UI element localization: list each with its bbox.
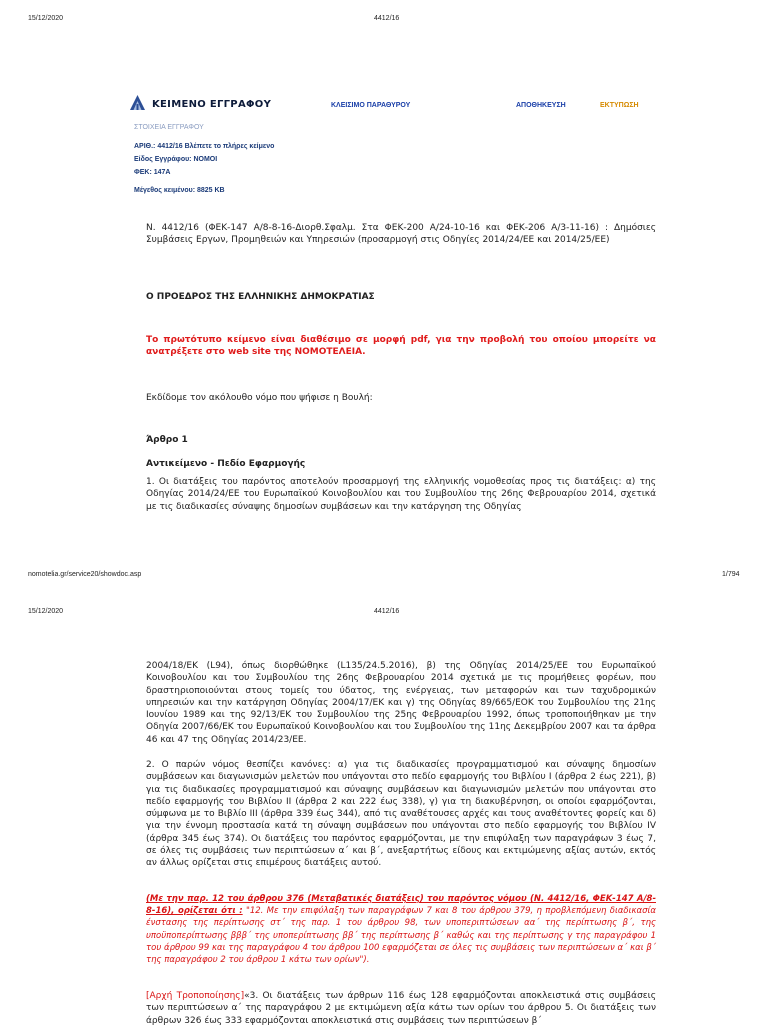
paragraph-1-continued: 2004/18/ΕΚ (L94), όπως διορθώθηκε (L135/24.5.2016), β) της Οδηγίας 2014/25/ΕΕ του Ευρωπαϊκού Κοινοβουλίου και του Συμβουλίου της 26ης Φεβρουαρίου 2014 σχετικά με τις προμήθειες φορέων, που δραστηριοποιούνται στους τομείς του ύδατος, της ενέργειας, των μεταφορών και των ταχυδρομικών υπηρεσιών και την κατάργηση Οδηγίας 2004/17/ΕΚ και γ) της Οδηγίας 89/665/ΕΟΚ του Συμβουλίου της 21ης Ιουνίου 1989 και της 92/13/ΕΚ του Συμβουλίου της 25ης Φεβρουαρίου 1992, όπως τροποποιήθηκαν με την Οδηγία 2007/66/ΕΚ του Ευρωπαϊκού Κοινοβουλίου και του Συμβουλίου της 11ης Δεκεμβρίου 2007 και τα άρθρα 46 και 47 της Οδηγίας 2014/23/ΕΕ. bbox=[146, 661, 656, 745]
print-date-second: 15/12/2020 bbox=[28, 608, 64, 615]
president-heading: Ο ΠΡΟΕΔΡΟΣ ΤΗΣ ΕΛΛΗΝΙΚΗΣ ΔΗΜΟΚΡΑΤΙΑΣ bbox=[146, 292, 375, 302]
document-details-heading: ΣΤΟΙΧΕΙΑ ΕΓΓΡΑΦΟΥ bbox=[134, 124, 204, 131]
print-footer-url: nomotelia.gr/service20/showdoc.asp bbox=[28, 571, 142, 578]
pdf-notice: Το πρωτότυπο κείμενο είναι διαθέσιμο σε μορφή pdf, για την προβολή του οποίου μπορείτε να ανατρέξετε στο web site της ΝΟΜΟΤΕΛΕΙΑ. bbox=[146, 335, 656, 358]
paragraph-1-start: 1. Οι διατάξεις του παρόντος αποτελούν προσαρμογή της ελληνικής νομοθεσίας προς τις διατάξεις: α) της Οδηγίας 2014/24/ΕΕ του Ευρωπαϊκού Κοινοβουλίου και του Συμβουλίου της 26ης Φεβρουαρίου 2014, σχετικά με τις διαδικασίες σύναψης δημοσίων συμβάσεων και την κατάργηση της Οδηγίας bbox=[146, 477, 656, 512]
nomoteleia-logo-icon bbox=[128, 94, 147, 111]
amendment-heading: (Με την παρ. 12 του άρθρου 376 (Μεταβατικές διατάξεις) του παρόντος νόμου (Ν. 4412/16, ΦΕΚ-147 Α/8-8-16), ορίζεται ότι : bbox=[146, 894, 656, 917]
close-window-link[interactable]: ΚΛΕΙΣΙΜΟ ΠΑΡΑΘΥΡΟΥ bbox=[331, 102, 411, 109]
print-page-number: 1/794 bbox=[722, 571, 740, 578]
document-type: Είδος Εγγράφου: ΝΟΜΟΙ bbox=[134, 156, 218, 163]
document-title: ΚΕΙΜΕΝΟ ΕΓΓΡΑΦΟΥ bbox=[152, 99, 272, 110]
print-title-second: 4412/16 bbox=[374, 608, 400, 615]
document-size: Μέγεθος κειμένου: 8825 KB bbox=[134, 187, 225, 194]
print-date-top: 15/12/2020 bbox=[28, 15, 64, 22]
article-number: Άρθρο 1 bbox=[146, 435, 188, 445]
gazette-number: ΦΕΚ: 147Α bbox=[134, 169, 171, 176]
print-link[interactable]: ΕΚΤΥΠΩΣΗ bbox=[600, 102, 639, 109]
law-intro: Ν. 4412/16 (ΦΕΚ-147 Α/8-8-16-Διορθ.Σφαλμ. Στα ΦΕΚ-200 Α/24-10-16 και ΦΕΚ-206 Α/3-11-16) : Δημόσιες Συμβάσεις Εργων, Προμηθειών και Υπηρεσιών (προσαρμογή στις Οδηγίες 2014/24/ΕΕ και 2014/25/ΕΕ) bbox=[146, 223, 656, 246]
document-number[interactable]: ΑΡΙΘ.: 4412/16 Βλέπετε το πλήρες κείμενο bbox=[134, 143, 275, 150]
save-link[interactable]: ΑΠΟΘΗΚΕΥΣΗ bbox=[516, 102, 566, 109]
amendment-text: "12. Με την επιφύλαξη των παραγράφων 7 και 8 του άρθρου 379, η προβλεπόμενη διαδικασία ένστασης της περίπτωσης στ΄ της παρ. 1 του άρθρου 98, των υποπεριπτώσεων αα΄ της περίπτωσης β΄, της υποϋποπερίπτωσης βββ΄ της υποπερίπτωσης ββ΄ της περίπτωσης β΄ καθώς και της περίπτωσης γ της παραγράφου 1 του άρθρου 99 και της παραγράφου 4 του άρθρου 100 εφαρμόζεται σε όλες τις συμβάσεις των περιπτώσεων α΄ και β΄ της παραγράφου 2 του άρθρου 1 κάτω των ορίων"). bbox=[146, 906, 656, 966]
enactment-line: Εκδίδομε τον ακόλουθο νόμο που ψήφισε η Βουλή: bbox=[146, 393, 373, 403]
amendment-start-link[interactable]: [Αρχή Τροποποίησης] bbox=[146, 991, 245, 1001]
print-title-top: 4412/16 bbox=[374, 15, 400, 22]
article-title: Αντικείμενο - Πεδίο Εφαρμογής bbox=[146, 459, 306, 469]
paragraph-3 bbox=[146, 990, 656, 1027]
paragraph-2: 2. Ο παρών νόμος θεσπίζει κανόνες: α) για τις διαδικασίες προγραμματισμού και σύναψης δημοσίων συμβάσεων και διαγωνισμών μελετών που υπάγονται στο πεδίο εφαρμογής του Βιβλίου Ι (άρθρα 2 έως 221), β) για τις διαδικασίες προγραμματισμού και σύναψης συμβάσεων και διαγωνισμών μελετών που υπάγονται στο πεδίο εφαρμογής του Βιβλίου ΙΙ (άρθρα 2 και 222 έως 338), γ) για τη διακυβέρνηση, οι οποίοι εφαρμόζονται, σύμφωνα με το Βιβλίο ΙΙΙ (άρθρα 339 έως 344), από τις αναθέτουσες αρχές και τους αναθέτοντες φορείς και δ) για την έννομη προστασία κατά τη σύναψη συμβάσεων που υπάγονται στο πεδίο εφαρμογής του Βιβλίου IV (άρθρα 345 έως 374). Οι διατάξεις του παρόντος εφαρμόζονται, με την επιφύλαξη των παραγράφων 3 έως 7, σε όλες τις συμβάσεις των περιπτώσεων α΄ και β΄, ανεξαρτήτως είδους και εκτιμώμενης αξίας αυτών, εκτός αν άλλως ορίζεται στις επιμέρους διατάξεις αυτού. bbox=[146, 760, 656, 869]
paragraph-3-text: «3. Οι διατάξεις των άρθρων 116 έως 128 εφαρμόζονται αποκλειστικά στις συμβάσεις των περιπτώσεων α΄ της παραγράφου 2 με εκτιμώμενη αξία κάτω των ορίων του άρθρου 5. Οι διατάξεις των άρθρων 326 έως 333 εφαρμόζονται αποκλειστικά στις συμβάσεις των περιπτώσεων β΄ bbox=[146, 991, 656, 1026]
amendment-note bbox=[146, 893, 656, 966]
